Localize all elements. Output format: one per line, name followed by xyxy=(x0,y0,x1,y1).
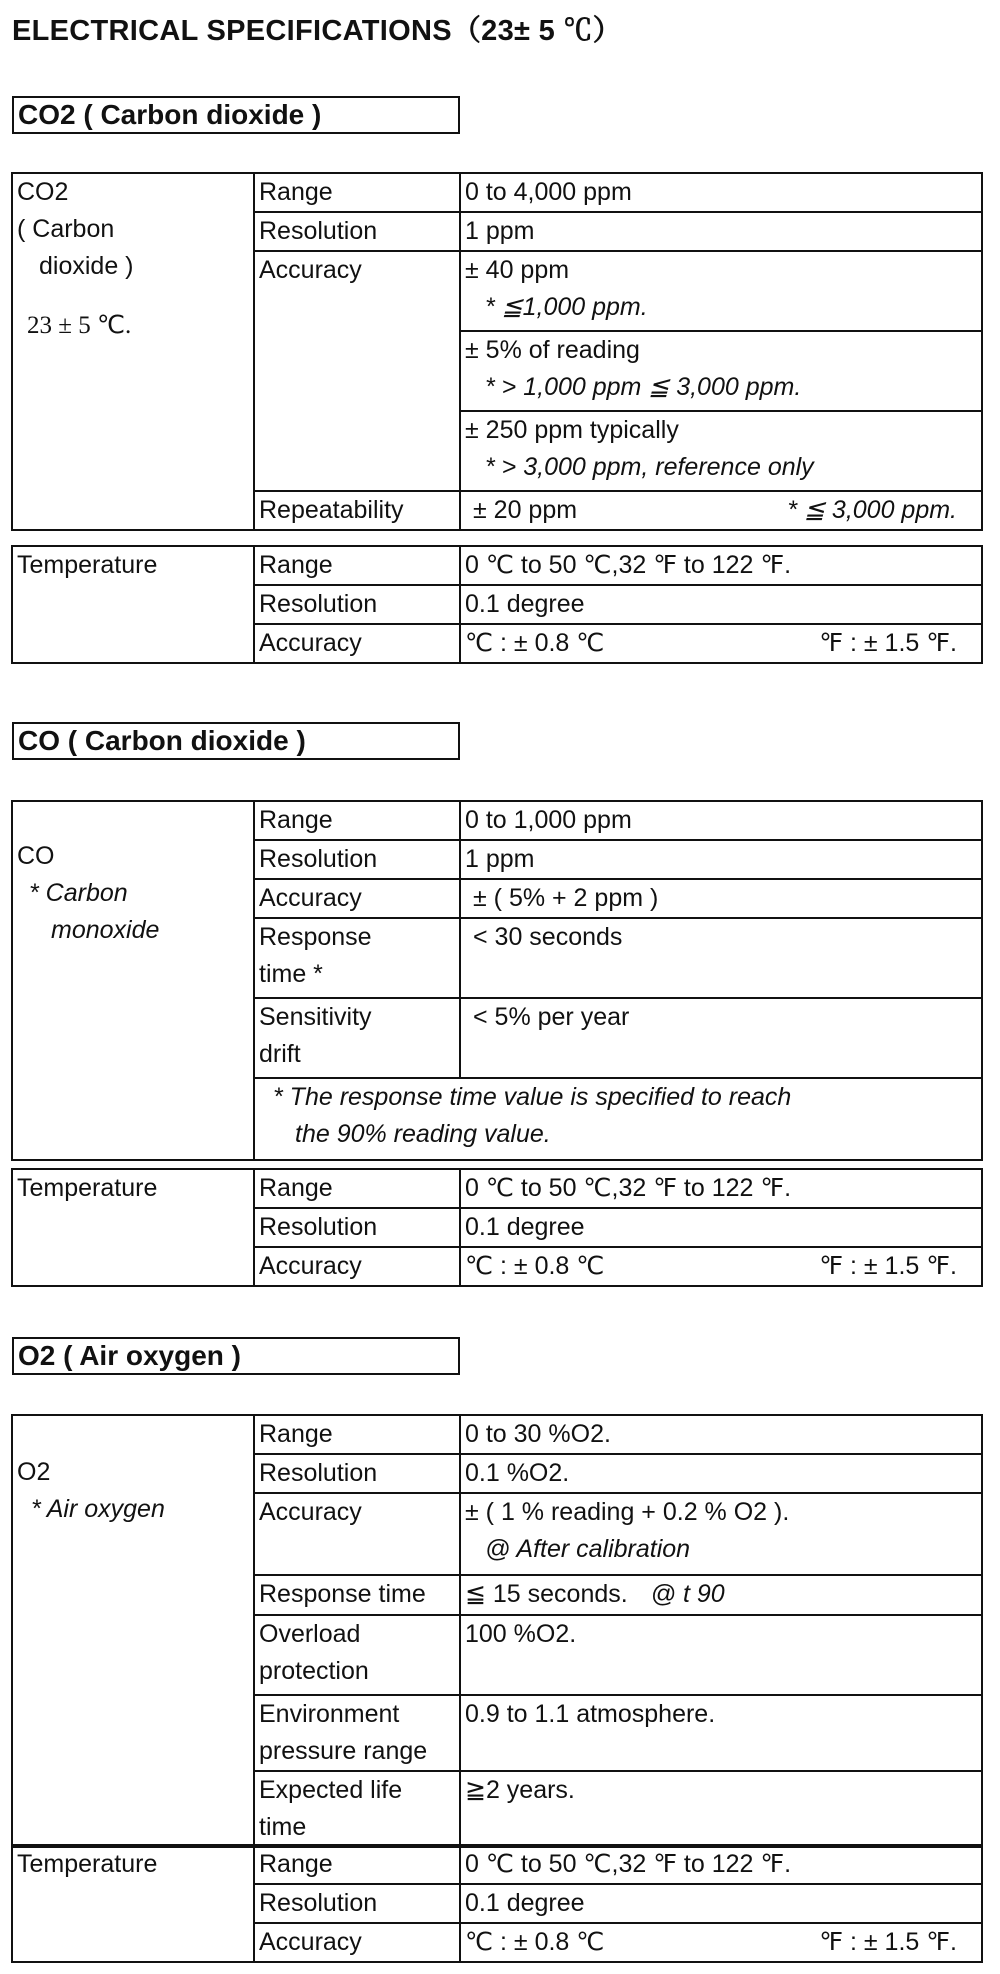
co2-sensor-desc-2: dioxide ) xyxy=(39,252,134,280)
co-temp-accuracy xyxy=(460,1247,982,1286)
o2-range-label: Range xyxy=(254,1415,460,1454)
co-accuracy-label: Accuracy xyxy=(254,879,460,918)
co2-accuracy-1-value: ± 40 ppm xyxy=(465,256,570,284)
co2-repeatability xyxy=(460,491,982,530)
co-drift-label-2: drift xyxy=(259,1040,301,1068)
co2-sensor-temp: 23 ± 5 ℃. xyxy=(27,312,132,339)
co-drift-label-1: Sensitivity xyxy=(259,1003,372,1031)
o2-resolution-label: Resolution xyxy=(254,1454,460,1493)
co2-temperature-table xyxy=(11,545,983,664)
co-sensor-desc-2: monoxide xyxy=(51,916,160,944)
co-resolution-label: Resolution xyxy=(254,840,460,879)
o2-overload-label xyxy=(254,1615,460,1695)
o2-temp-accuracy-c: ℃ : ± 0.8 ℃ xyxy=(465,1928,605,1956)
o2-temp-range-value: 0 ℃ to 50 ℃,32 ℉ to 122 ℉. xyxy=(460,1845,982,1884)
o2-accuracy-label: Accuracy xyxy=(254,1493,460,1575)
co-footnote xyxy=(254,1078,982,1160)
co-section-heading: CO ( Carbon dioxide ) xyxy=(12,722,460,760)
co2-temp-resolution-value: 0.1 degree xyxy=(460,585,982,624)
co2-accuracy-3-value: ± 250 ppm typically xyxy=(465,416,679,444)
o2-sensor-desc: * Air oxygen xyxy=(31,1495,165,1523)
co-response-value: < 30 seconds xyxy=(460,918,982,998)
o2-response-value: ≦ 15 seconds. xyxy=(465,1580,628,1608)
co2-accuracy-1 xyxy=(460,251,982,331)
o2-environment-label-2: pressure range xyxy=(259,1737,428,1765)
co2-resolution-label: Resolution xyxy=(254,212,460,251)
co-response-label-2: time * xyxy=(259,960,323,988)
co-range-label: Range xyxy=(254,801,460,840)
o2-overload-value: 100 %O2. xyxy=(460,1615,982,1695)
co2-sensor-cell xyxy=(12,173,254,530)
o2-spec-table xyxy=(11,1414,983,1848)
co2-accuracy-1-note: * ≦1,000 ppm. xyxy=(485,293,648,321)
co2-repeatability-label: Repeatability xyxy=(254,491,460,530)
co-temp-accuracy-c: ℃ : ± 0.8 ℃ xyxy=(465,1252,605,1280)
o2-response xyxy=(460,1575,982,1615)
co-sensor-desc-1: * Carbon xyxy=(29,879,128,907)
co-footnote-2: the 90% reading value. xyxy=(295,1120,551,1148)
co2-repeatability-value: ± 20 ppm xyxy=(473,496,578,524)
co-footnote-1: * The response time value is specified to reach xyxy=(273,1083,792,1111)
o2-temperature-table xyxy=(11,1844,983,1963)
co-temp-accuracy-f: ℉ : ± 1.5 ℉. xyxy=(819,1252,957,1280)
co-response-label-1: Response xyxy=(259,923,372,951)
co2-accuracy-3-note: * > 3,000 ppm, reference only xyxy=(485,453,814,481)
co2-accuracy-3 xyxy=(460,411,982,491)
co2-temp-accuracy-c: ℃ : ± 0.8 ℃ xyxy=(465,629,605,657)
o2-environment-label-1: Environment xyxy=(259,1700,400,1728)
co2-temp-resolution-label: Resolution xyxy=(254,585,460,624)
o2-temp-accuracy-f: ℉ : ± 1.5 ℉. xyxy=(819,1928,957,1956)
co2-accuracy-2-value: ± 5% of reading xyxy=(465,336,640,364)
co2-resolution-value: 1 ppm xyxy=(460,212,982,251)
co2-temp-accuracy-label: Accuracy xyxy=(254,624,460,663)
o2-temp-resolution-value: 0.1 degree xyxy=(460,1884,982,1923)
co2-section-heading: CO2 ( Carbon dioxide ) xyxy=(12,96,460,134)
o2-resolution-value: 0.1 %O2. xyxy=(460,1454,982,1493)
co2-accuracy-label: Accuracy xyxy=(254,251,460,491)
co2-repeatability-note: * ≦ 3,000 ppm. xyxy=(787,496,957,524)
o2-range-value: 0 to 30 %O2. xyxy=(460,1415,982,1454)
o2-overload-label-2: protection xyxy=(259,1657,369,1685)
o2-section-heading: O2 ( Air oxygen ) xyxy=(12,1337,460,1375)
co-temperature-label: Temperature xyxy=(12,1169,254,1286)
co-drift-value: < 5% per year xyxy=(460,998,982,1078)
o2-response-note: @ t 90 xyxy=(650,1580,725,1608)
o2-accuracy-value: ± ( 1 % reading + 0.2 % O2 ). xyxy=(465,1498,790,1526)
co-accuracy-value: ± ( 5% + 2 ppm ) xyxy=(460,879,982,918)
co2-temp-accuracy xyxy=(460,624,982,663)
o2-sensor-cell xyxy=(12,1415,254,1847)
o2-sensor-name: O2 xyxy=(17,1458,51,1486)
o2-environment-label xyxy=(254,1695,460,1771)
co-temp-accuracy-label: Accuracy xyxy=(254,1247,460,1286)
o2-environment-value: 0.9 to 1.1 atmosphere. xyxy=(460,1695,982,1771)
co-temp-resolution-label: Resolution xyxy=(254,1208,460,1247)
o2-temp-range-label: Range xyxy=(254,1845,460,1884)
o2-life-label-1: Expected life xyxy=(259,1776,403,1804)
co2-range-value: 0 to 4,000 ppm xyxy=(460,173,982,212)
co-sensor-cell xyxy=(12,801,254,1160)
o2-life-label xyxy=(254,1771,460,1847)
co-spec-table xyxy=(11,800,983,1161)
co2-range-label: Range xyxy=(254,173,460,212)
co-sensor-name: CO xyxy=(17,842,55,870)
co-temp-resolution-value: 0.1 degree xyxy=(460,1208,982,1247)
page-title: ELECTRICAL SPECIFICATIONS（23± 5 ℃） xyxy=(12,15,622,47)
co-resolution-value: 1 ppm xyxy=(460,840,982,879)
o2-accuracy xyxy=(460,1493,982,1575)
o2-temp-accuracy xyxy=(460,1923,982,1962)
o2-temperature-label: Temperature xyxy=(12,1845,254,1962)
co-temp-range-label: Range xyxy=(254,1169,460,1208)
co-response-label xyxy=(254,918,460,998)
co2-temp-range-value: 0 ℃ to 50 ℃,32 ℉ to 122 ℉. xyxy=(460,546,982,585)
o2-response-label: Response time xyxy=(254,1575,460,1615)
co2-accuracy-2 xyxy=(460,331,982,411)
co2-temp-accuracy-f: ℉ : ± 1.5 ℉. xyxy=(819,629,957,657)
co-range-value: 0 to 1,000 ppm xyxy=(460,801,982,840)
o2-overload-label-1: Overload xyxy=(259,1620,361,1648)
o2-life-value: ≧2 years. xyxy=(460,1771,982,1847)
co2-temp-range-label: Range xyxy=(254,546,460,585)
co2-spec-table xyxy=(11,172,983,531)
co2-sensor-name: CO2 xyxy=(17,178,69,206)
co2-accuracy-2-note: * > 1,000 ppm ≦ 3,000 ppm. xyxy=(485,373,802,401)
co2-sensor-desc-1: ( Carbon xyxy=(17,215,115,243)
o2-life-label-2: time xyxy=(259,1813,307,1841)
o2-temp-accuracy-label: Accuracy xyxy=(254,1923,460,1962)
o2-temp-resolution-label: Resolution xyxy=(254,1884,460,1923)
co-temp-range-value: 0 ℃ to 50 ℃,32 ℉ to 122 ℉. xyxy=(460,1169,982,1208)
co-drift-label xyxy=(254,998,460,1078)
o2-accuracy-note: @ After calibration xyxy=(485,1535,691,1563)
co-temperature-table xyxy=(11,1168,983,1287)
co2-temperature-label: Temperature xyxy=(12,546,254,663)
